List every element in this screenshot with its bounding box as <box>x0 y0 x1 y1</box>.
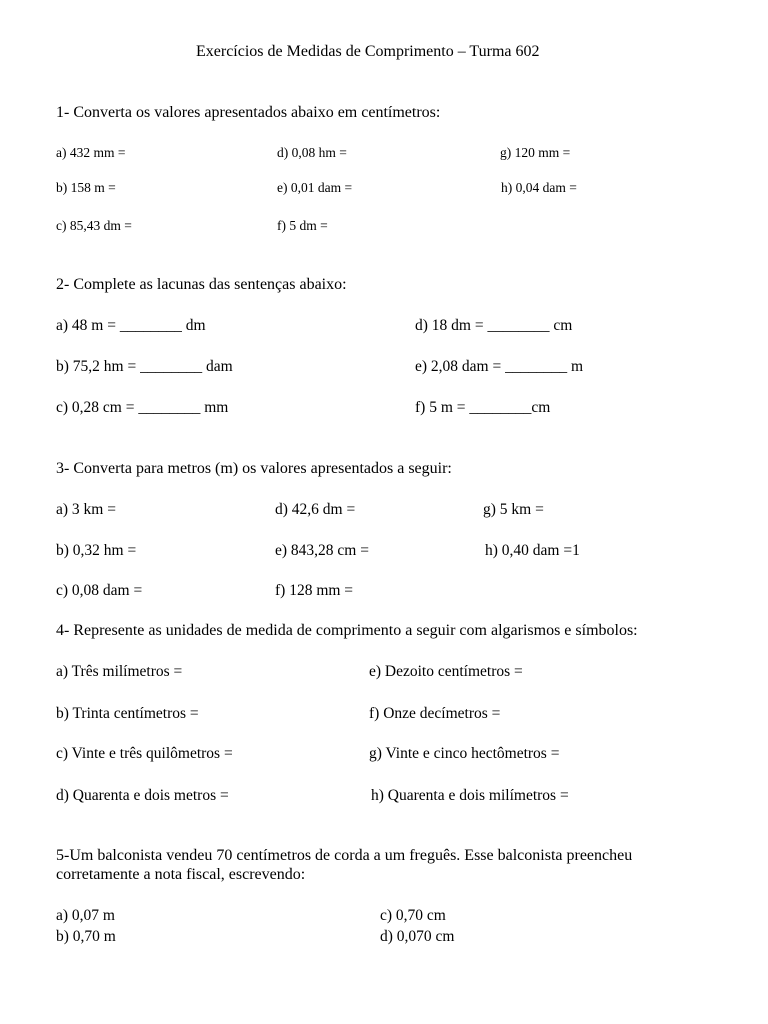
q1-item-a: a) 432 mm = <box>56 145 126 160</box>
q4-item-h: h) Quarenta e dois milímetros = <box>371 787 569 804</box>
q2-item-a: a) 48 m = ________ dm <box>56 317 206 334</box>
q5-option-a: a) 0,07 m <box>56 907 115 924</box>
q3-item-f: f) 128 mm = <box>275 582 354 599</box>
q4-item-f: f) Onze decímetros = <box>369 705 501 722</box>
q4-item-c: c) Vinte e três quilômetros = <box>56 745 233 762</box>
question-3-heading: 3- Converta para metros (m) os valores apresentados a seguir: <box>56 460 452 477</box>
q2-item-f: f) 5 m = ________cm <box>415 399 551 416</box>
q3-item-h: h) 0,40 dam =1 <box>485 542 580 559</box>
question-4-heading: 4- Represente as unidades de medida de comprimento a seguir com algarismos e símbolos: <box>56 622 638 639</box>
q1-item-c: c) 85,43 dm = <box>56 218 132 233</box>
q3-item-c: c) 0,08 dam = <box>56 582 143 599</box>
q4-item-g: g) Vinte e cinco hectômetros = <box>369 745 560 762</box>
q2-item-e: e) 2,08 dam = ________ m <box>415 358 584 375</box>
page-title: Exercícios de Medidas de Comprimento – Turma 602 <box>196 43 540 60</box>
q4-item-e: e) Dezoito centímetros = <box>369 663 523 680</box>
q1-item-d: d) 0,08 hm = <box>277 145 347 160</box>
q3-item-g: g) 5 km = <box>483 501 544 518</box>
q2-item-b: b) 75,2 hm = ________ dam <box>56 358 233 375</box>
q5-option-d: d) 0,070 cm <box>380 928 455 945</box>
q1-item-h: h) 0,04 dam = <box>501 180 577 195</box>
q1-item-b: b) 158 m = <box>56 180 116 195</box>
q1-item-e: e) 0,01 dam = <box>277 180 353 195</box>
question-1-heading: 1- Converta os valores apresentados abaixo em centímetros: <box>56 104 441 121</box>
q5-option-b: b) 0,70 m <box>56 928 116 945</box>
q3-item-b: b) 0,32 hm = <box>56 542 137 559</box>
q4-item-a: a) Três milímetros = <box>56 663 183 680</box>
q1-item-f: f) 5 dm = <box>277 218 328 233</box>
question-5-line-2: corretamente a nota fiscal, escrevendo: <box>56 866 306 883</box>
question-2-heading: 2- Complete as lacunas das sentenças abaixo: <box>56 276 347 293</box>
q5-option-c: c) 0,70 cm <box>380 907 446 924</box>
q2-item-c: c) 0,28 cm = ________ mm <box>56 399 229 416</box>
q2-item-d: d) 18 dm = ________ cm <box>415 317 573 334</box>
q1-item-g: g) 120 mm = <box>500 145 571 160</box>
q4-item-d: d) Quarenta e dois metros = <box>56 787 229 804</box>
q3-item-d: d) 42,6 dm = <box>275 501 356 518</box>
q3-item-a: a) 3 km = <box>56 501 116 518</box>
q3-item-e: e) 843,28 cm = <box>275 542 369 559</box>
question-5-line-1: 5-Um balconista vendeu 70 centímetros de corda a um freguês. Esse balconista preencheu <box>56 847 633 864</box>
q4-item-b: b) Trinta centímetros = <box>56 705 199 722</box>
